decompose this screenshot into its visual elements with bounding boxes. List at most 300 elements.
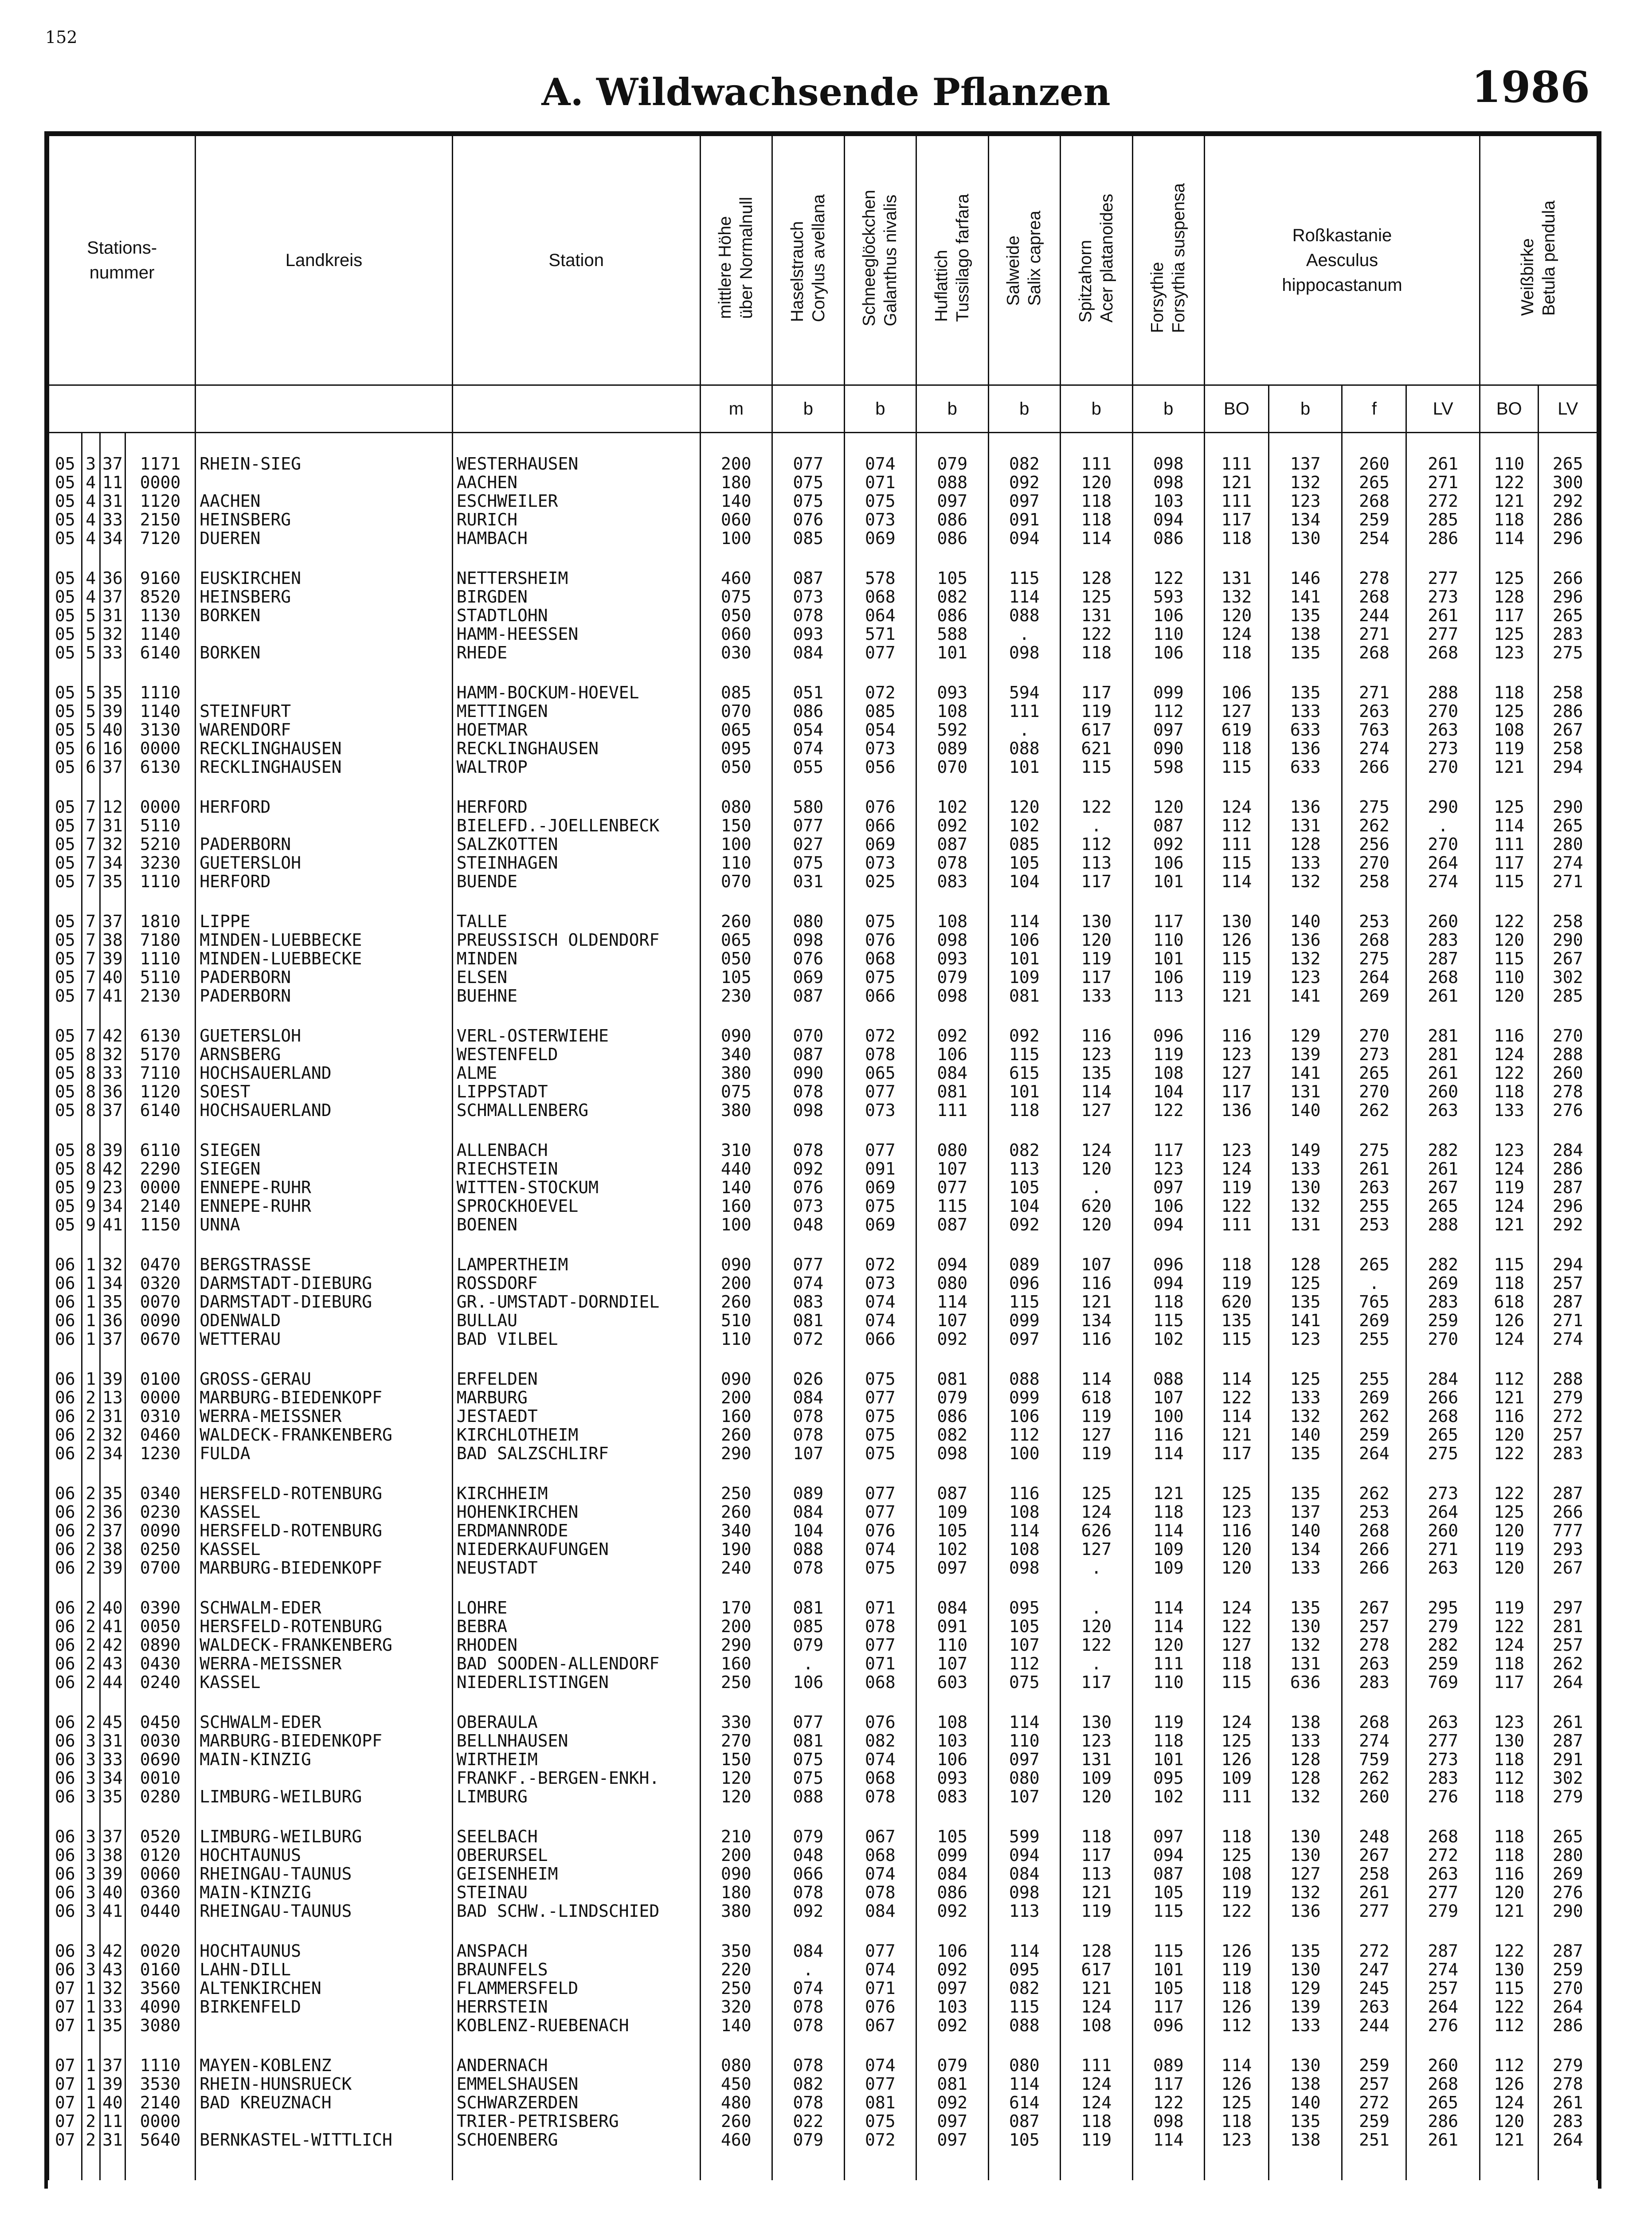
table-row bbox=[49, 1407, 1597, 1426]
table-cell: 594 bbox=[988, 683, 1060, 702]
table-cell: 140 bbox=[1268, 1521, 1342, 1540]
table-cell: 290 bbox=[1538, 931, 1597, 949]
table-cell: 075 bbox=[772, 1750, 844, 1769]
table-cell: 072 bbox=[772, 1330, 844, 1348]
table-cell: SPROCKHOEVEL bbox=[452, 1197, 700, 1215]
table-cell: 270 bbox=[1406, 758, 1480, 776]
table-cell: 054 bbox=[844, 721, 916, 739]
table-cell: 05 bbox=[49, 1045, 82, 1064]
spacer-cell bbox=[1132, 776, 1204, 798]
table-cell: 259 bbox=[1342, 2112, 1406, 2131]
table-cell: 121 bbox=[1480, 1215, 1538, 1234]
table-cell: 123 bbox=[1480, 1141, 1538, 1159]
spacer-cell bbox=[700, 2149, 772, 2180]
spacer-cell bbox=[1342, 1348, 1406, 1370]
table-cell: 0000 bbox=[125, 2112, 195, 2131]
spacer-cell bbox=[196, 1577, 453, 1598]
spacer-cell bbox=[700, 1005, 772, 1026]
table-cell: 4 bbox=[82, 492, 100, 510]
table-cell: 097 bbox=[916, 1559, 988, 1577]
table-cell: 120 bbox=[700, 1787, 772, 1806]
table-cell: 0030 bbox=[125, 1731, 195, 1750]
spacer-cell bbox=[700, 1920, 772, 1942]
table-cell: 287 bbox=[1538, 1942, 1597, 1960]
table-cell: 450 bbox=[700, 2075, 772, 2093]
table-cell: 121 bbox=[1480, 492, 1538, 510]
table-cell: 07 bbox=[49, 2056, 82, 2075]
table-row bbox=[49, 872, 1597, 891]
table-cell: 268 bbox=[1342, 492, 1406, 510]
table-cell: 286 bbox=[1406, 2112, 1480, 2131]
spacer-cell bbox=[49, 1005, 82, 1026]
table-cell: 244 bbox=[1342, 2016, 1406, 2035]
table-cell: HERFORD bbox=[196, 872, 453, 891]
table-cell: 089 bbox=[1132, 2056, 1204, 2075]
table-cell: 2 bbox=[82, 1636, 100, 1654]
table-cell: 260 bbox=[1342, 1787, 1406, 1806]
table-cell: 106 bbox=[1132, 968, 1204, 987]
header-huflattich-label: Huflattich Tussilago farfara bbox=[932, 194, 972, 322]
table-cell: 121 bbox=[1061, 1883, 1132, 1902]
spacer-cell bbox=[1480, 776, 1538, 798]
table-cell: 131 bbox=[1268, 816, 1342, 835]
table-cell: 0000 bbox=[125, 1178, 195, 1197]
spacer-cell bbox=[1205, 1463, 1269, 1484]
spacer-cell bbox=[452, 662, 700, 683]
table-cell: 117 bbox=[1061, 872, 1132, 891]
spacer-row bbox=[49, 1348, 1597, 1370]
table-cell: 3 bbox=[82, 1769, 100, 1787]
table-cell: 078 bbox=[772, 606, 844, 625]
table-cell: 257 bbox=[1538, 1426, 1597, 1444]
table-cell: 122 bbox=[1061, 1636, 1132, 1654]
table-cell: 097 bbox=[988, 492, 1060, 510]
spacer-cell bbox=[1268, 776, 1342, 798]
spacer-cell bbox=[49, 1920, 82, 1942]
spacer-cell bbox=[125, 433, 195, 455]
spacer-cell bbox=[1205, 1806, 1269, 1827]
spacer-cell bbox=[1406, 1463, 1480, 1484]
table-cell: 264 bbox=[1406, 1503, 1480, 1521]
table-cell: 087 bbox=[772, 987, 844, 1005]
spacer-cell bbox=[916, 1692, 988, 1713]
table-cell: WALDECK-FRANKENBERG bbox=[196, 1426, 453, 1444]
spacer-cell bbox=[772, 1920, 844, 1942]
table-cell: 130 bbox=[1268, 1846, 1342, 1864]
table-cell: 080 bbox=[988, 2056, 1060, 2075]
table-cell: 117 bbox=[1480, 854, 1538, 872]
table-cell: 117 bbox=[1480, 606, 1538, 625]
table-cell: LIMBURG bbox=[452, 1787, 700, 1806]
table-cell: 07 bbox=[49, 1979, 82, 1998]
spacer-row bbox=[49, 662, 1597, 683]
spacer-cell bbox=[452, 1920, 700, 1942]
spacer-cell bbox=[844, 1577, 916, 1598]
table-cell: 117 bbox=[1132, 2075, 1204, 2093]
table-cell: 0050 bbox=[125, 1617, 195, 1636]
spacer-cell bbox=[844, 1463, 916, 1484]
table-cell: 051 bbox=[772, 683, 844, 702]
table-cell: 132 bbox=[1268, 1636, 1342, 1654]
table-cell: 101 bbox=[1132, 949, 1204, 968]
table-cell: 087 bbox=[772, 569, 844, 588]
table-cell: 7 bbox=[82, 949, 100, 968]
spacer-cell bbox=[100, 1806, 125, 1827]
spacer-cell bbox=[1205, 433, 1269, 455]
table-cell: 114 bbox=[988, 2075, 1060, 2093]
table-cell: PADERBORN bbox=[196, 968, 453, 987]
table-cell: 073 bbox=[844, 510, 916, 529]
table-cell: 106 bbox=[1132, 643, 1204, 662]
header-schnee bbox=[844, 136, 916, 385]
table-cell: 268 bbox=[1406, 2075, 1480, 2093]
table-cell: 287 bbox=[1538, 1484, 1597, 1503]
table-cell: 108 bbox=[1132, 1064, 1204, 1082]
table-cell: BAD KREUZNACH bbox=[196, 2093, 453, 2112]
table-cell: 278 bbox=[1342, 1636, 1406, 1654]
phenology-table-frame bbox=[44, 131, 1601, 2189]
table-cell: 048 bbox=[772, 1215, 844, 1234]
table-cell: 272 bbox=[1406, 1846, 1480, 1864]
table-cell: 092 bbox=[772, 1159, 844, 1178]
table-row bbox=[49, 1998, 1597, 2016]
table-cell: 120 bbox=[1480, 987, 1538, 1005]
table-cell: 5110 bbox=[125, 816, 195, 835]
table-cell: 138 bbox=[1268, 1713, 1342, 1731]
table-cell: 05 bbox=[49, 473, 82, 492]
table-cell: 06 bbox=[49, 1540, 82, 1559]
table-cell: 069 bbox=[772, 968, 844, 987]
table-cell: 115 bbox=[1205, 949, 1269, 968]
table-cell: 05 bbox=[49, 1141, 82, 1159]
spacer-cell bbox=[1205, 1577, 1269, 1598]
table-cell: 095 bbox=[1132, 1769, 1204, 1787]
table-cell: 284 bbox=[1406, 1370, 1480, 1388]
table-cell: 096 bbox=[1132, 1026, 1204, 1045]
table-cell: 135 bbox=[1268, 1598, 1342, 1617]
table-cell: 06 bbox=[49, 1274, 82, 1293]
spacer-cell bbox=[82, 1577, 100, 1598]
table-cell: 076 bbox=[844, 1713, 916, 1731]
table-cell: 263 bbox=[1406, 721, 1480, 739]
table-cell: 7110 bbox=[125, 1064, 195, 1082]
spacer-cell bbox=[916, 548, 988, 569]
spacer-cell bbox=[988, 2149, 1060, 2180]
table-cell: 39 bbox=[100, 702, 125, 721]
table-cell: 117 bbox=[1061, 1673, 1132, 1692]
table-cell: 130 bbox=[1061, 912, 1132, 931]
table-cell: 2 bbox=[82, 1617, 100, 1636]
table-cell: 132 bbox=[1268, 872, 1342, 891]
table-cell: 079 bbox=[916, 968, 988, 987]
spacer-cell bbox=[1406, 1234, 1480, 1255]
table-cell: 2 bbox=[82, 2112, 100, 2131]
table-cell: 0090 bbox=[125, 1521, 195, 1540]
table-cell: 133 bbox=[1268, 702, 1342, 721]
spacer-cell bbox=[1205, 1920, 1269, 1942]
table-cell: 06 bbox=[49, 1521, 82, 1540]
spacer-cell bbox=[49, 433, 82, 455]
table-cell: ANDERNACH bbox=[452, 2056, 700, 2075]
table-cell: 37 bbox=[100, 588, 125, 606]
table-row bbox=[49, 1255, 1597, 1274]
table-cell: HEINSBERG bbox=[196, 510, 453, 529]
table-cell: 077 bbox=[844, 1082, 916, 1101]
table-cell: MARBURG-BIEDENKOPF bbox=[196, 1731, 453, 1750]
table-cell: 119 bbox=[1205, 1883, 1269, 1902]
table-cell: 097 bbox=[988, 1330, 1060, 1348]
table-cell: 073 bbox=[772, 588, 844, 606]
table-cell: 06 bbox=[49, 1255, 82, 1274]
table-cell: 115 bbox=[1205, 758, 1269, 776]
table-cell: BAD VILBEL bbox=[452, 1330, 700, 1348]
table-cell: 35 bbox=[100, 872, 125, 891]
table-cell: 294 bbox=[1538, 1255, 1597, 1274]
table-cell: 100 bbox=[700, 529, 772, 548]
table-cell: 253 bbox=[1342, 1215, 1406, 1234]
unit-birke-lv: LV bbox=[1538, 385, 1597, 433]
table-cell: 37 bbox=[100, 1521, 125, 1540]
table-cell: ERDMANNRODE bbox=[452, 1521, 700, 1540]
table-cell: 074 bbox=[844, 1540, 916, 1559]
table-row bbox=[49, 1598, 1597, 1617]
spacer-cell bbox=[916, 662, 988, 683]
table-cell: 260 bbox=[1406, 1082, 1480, 1101]
table-cell: 283 bbox=[1406, 931, 1480, 949]
table-cell: 069 bbox=[844, 1215, 916, 1234]
table-cell: 115 bbox=[1480, 1255, 1538, 1274]
table-cell: 265 bbox=[1538, 454, 1597, 473]
table-cell: RHODEN bbox=[452, 1636, 700, 1654]
header-forsythie bbox=[1132, 136, 1204, 385]
table-cell: 1140 bbox=[125, 625, 195, 643]
table-cell: 123 bbox=[1061, 1731, 1132, 1750]
spacer-cell bbox=[1538, 1577, 1597, 1598]
table-cell: 088 bbox=[988, 739, 1060, 758]
table-cell: 5170 bbox=[125, 1045, 195, 1064]
table-cell: 080 bbox=[988, 1769, 1060, 1787]
table-cell: 072 bbox=[844, 1026, 916, 1045]
table-cell: 137 bbox=[1268, 1503, 1342, 1521]
table-cell: WALTROP bbox=[452, 758, 700, 776]
table-cell: 119 bbox=[1061, 2131, 1132, 2149]
table-cell: 086 bbox=[916, 510, 988, 529]
table-cell: 263 bbox=[1406, 1864, 1480, 1883]
table-cell: 084 bbox=[844, 1902, 916, 1920]
table-cell: 066 bbox=[844, 1330, 916, 1348]
table-cell: 094 bbox=[1132, 510, 1204, 529]
unit-kastanie-lv: LV bbox=[1406, 385, 1480, 433]
table-cell: MARBURG-BIEDENKOPF bbox=[196, 1388, 453, 1407]
table-cell: STEINFURT bbox=[196, 702, 453, 721]
table-cell: 07 bbox=[49, 2131, 82, 2149]
table-row bbox=[49, 1960, 1597, 1979]
spacer-cell bbox=[100, 2035, 125, 2056]
table-cell: 260 bbox=[700, 2112, 772, 2131]
table-cell: 258 bbox=[1538, 739, 1597, 758]
table-cell: RURICH bbox=[452, 510, 700, 529]
table-cell: 06 bbox=[49, 1598, 82, 1617]
spacer-cell bbox=[1406, 776, 1480, 798]
table-cell: 092 bbox=[916, 2093, 988, 2112]
table-cell: HERFORD bbox=[452, 798, 700, 816]
table-cell: 614 bbox=[988, 2093, 1060, 2112]
spacer-cell bbox=[1205, 1234, 1269, 1255]
table-cell: 42 bbox=[100, 1636, 125, 1654]
table-cell: 072 bbox=[844, 2131, 916, 2149]
table-cell: 106 bbox=[1132, 1197, 1204, 1215]
table-cell: 127 bbox=[1205, 702, 1269, 721]
table-cell: 114 bbox=[1132, 1617, 1204, 1636]
table-cell: 120 bbox=[1205, 1559, 1269, 1577]
spacer-cell bbox=[1538, 1348, 1597, 1370]
table-cell: 3530 bbox=[125, 2075, 195, 2093]
table-cell: 260 bbox=[700, 1426, 772, 1444]
spacer-cell bbox=[1132, 662, 1204, 683]
spacer-cell bbox=[772, 2149, 844, 2180]
table-cell: 296 bbox=[1538, 588, 1597, 606]
spacer-cell bbox=[916, 1234, 988, 1255]
table-cell: 102 bbox=[1132, 1330, 1204, 1348]
table-cell: 119 bbox=[1480, 739, 1538, 758]
table-cell: 133 bbox=[1268, 1559, 1342, 1577]
table-cell: 092 bbox=[916, 816, 988, 835]
table-cell: 098 bbox=[988, 643, 1060, 662]
spacer-cell bbox=[196, 1692, 453, 1713]
spacer-cell bbox=[1205, 1120, 1269, 1141]
table-cell: 095 bbox=[988, 1598, 1060, 1617]
spacer-cell bbox=[125, 662, 195, 683]
table-cell: 7 bbox=[82, 987, 100, 1005]
table-cell: 130 bbox=[1205, 912, 1269, 931]
table-cell: 32 bbox=[100, 835, 125, 854]
table-cell: 592 bbox=[916, 721, 988, 739]
table-cell: KIRCHLOTHEIM bbox=[452, 1426, 700, 1444]
table-cell: 105 bbox=[988, 854, 1060, 872]
table-cell: 081 bbox=[772, 1598, 844, 1617]
table-cell: 05 bbox=[49, 739, 82, 758]
spacer-cell bbox=[1480, 433, 1538, 455]
table-cell: 119 bbox=[1132, 1713, 1204, 1731]
table-cell: 127 bbox=[1205, 1636, 1269, 1654]
spacer-cell bbox=[1205, 891, 1269, 912]
spacer-cell bbox=[100, 1348, 125, 1370]
table-cell: 118 bbox=[1480, 510, 1538, 529]
spacer-cell bbox=[988, 548, 1060, 569]
table-cell: 05 bbox=[49, 510, 82, 529]
table-cell: 292 bbox=[1538, 492, 1597, 510]
spacer-cell bbox=[1132, 433, 1204, 455]
table-cell: 132 bbox=[1268, 1883, 1342, 1902]
table-cell: 106 bbox=[1205, 683, 1269, 702]
table-cell: 281 bbox=[1406, 1045, 1480, 1064]
table-cell: 294 bbox=[1538, 758, 1597, 776]
table-cell: 05 bbox=[49, 931, 82, 949]
table-cell: 283 bbox=[1538, 625, 1597, 643]
spacer-cell bbox=[196, 2149, 453, 2180]
table-cell: 23 bbox=[100, 1178, 125, 1197]
table-cell: NIEDERKAUFUNGEN bbox=[452, 1540, 700, 1559]
table-cell: 073 bbox=[844, 1274, 916, 1293]
table-cell: 0670 bbox=[125, 1330, 195, 1348]
table-cell: RHEDE bbox=[452, 643, 700, 662]
table-cell: 7 bbox=[82, 872, 100, 891]
table-cell: 135 bbox=[1268, 1484, 1342, 1503]
table-cell: 06 bbox=[49, 1864, 82, 1883]
table-cell: 056 bbox=[844, 758, 916, 776]
spacer-cell bbox=[1205, 548, 1269, 569]
table-cell: KASSEL bbox=[196, 1540, 453, 1559]
table-cell: 128 bbox=[1268, 1255, 1342, 1274]
table-cell: 117 bbox=[1480, 1673, 1538, 1692]
table-cell: 150 bbox=[700, 816, 772, 835]
table-cell: 109 bbox=[988, 968, 1060, 987]
spacer-cell bbox=[82, 1920, 100, 1942]
table-cell: 108 bbox=[916, 702, 988, 721]
table-cell: 220 bbox=[700, 1960, 772, 1979]
table-cell: 078 bbox=[772, 2093, 844, 2112]
spacer-cell bbox=[100, 1463, 125, 1484]
table-cell: 283 bbox=[1342, 1673, 1406, 1692]
table-cell: 264 bbox=[1342, 1444, 1406, 1463]
spacer-cell bbox=[1268, 2035, 1342, 2056]
table-cell: 118 bbox=[1205, 529, 1269, 548]
table-cell: 122 bbox=[1480, 912, 1538, 931]
table-cell: 114 bbox=[1480, 816, 1538, 835]
table-cell: 618 bbox=[1061, 1388, 1132, 1407]
spacer-cell bbox=[196, 548, 453, 569]
table-cell: 114 bbox=[1205, 1370, 1269, 1388]
table-cell: 05 bbox=[49, 1026, 82, 1045]
table-cell: 069 bbox=[844, 835, 916, 854]
spacer-cell bbox=[1132, 1692, 1204, 1713]
table-cell: 099 bbox=[1132, 683, 1204, 702]
table-cell: 06 bbox=[49, 1636, 82, 1654]
spacer-cell bbox=[82, 776, 100, 798]
spacer-cell bbox=[844, 1234, 916, 1255]
table-cell: 132 bbox=[1268, 949, 1342, 968]
table-cell: 170 bbox=[700, 1598, 772, 1617]
table-cell: 120 bbox=[1480, 1521, 1538, 1540]
table-cell: 626 bbox=[1061, 1521, 1132, 1540]
table-cell: SCHMALLENBERG bbox=[452, 1101, 700, 1120]
table-cell: 37 bbox=[100, 1330, 125, 1348]
table-cell: AACHEN bbox=[452, 473, 700, 492]
table-cell: 31 bbox=[100, 1407, 125, 1426]
table-cell: 097 bbox=[916, 2112, 988, 2131]
table-cell: 257 bbox=[1538, 1636, 1597, 1654]
table-cell: 098 bbox=[772, 1101, 844, 1120]
table-cell: MARBURG-BIEDENKOPF bbox=[196, 1559, 453, 1577]
spacer-cell bbox=[100, 2149, 125, 2180]
table-cell: 079 bbox=[772, 1827, 844, 1846]
table-cell: 100 bbox=[700, 1215, 772, 1234]
spacer-cell bbox=[1268, 548, 1342, 569]
table-cell: 42 bbox=[100, 1159, 125, 1178]
table-cell: 5 bbox=[82, 643, 100, 662]
spacer-cell bbox=[196, 1463, 453, 1484]
spacer-cell bbox=[82, 1463, 100, 1484]
table-row bbox=[49, 1141, 1597, 1159]
table-row bbox=[49, 643, 1597, 662]
table-cell: 117 bbox=[1132, 912, 1204, 931]
spacer-cell bbox=[125, 1692, 195, 1713]
table-cell: 113 bbox=[988, 1159, 1060, 1178]
spacer-cell bbox=[1480, 1348, 1538, 1370]
spacer-cell bbox=[82, 1120, 100, 1141]
table-cell: 118 bbox=[1205, 1979, 1269, 1998]
table-cell: 087 bbox=[916, 1215, 988, 1234]
